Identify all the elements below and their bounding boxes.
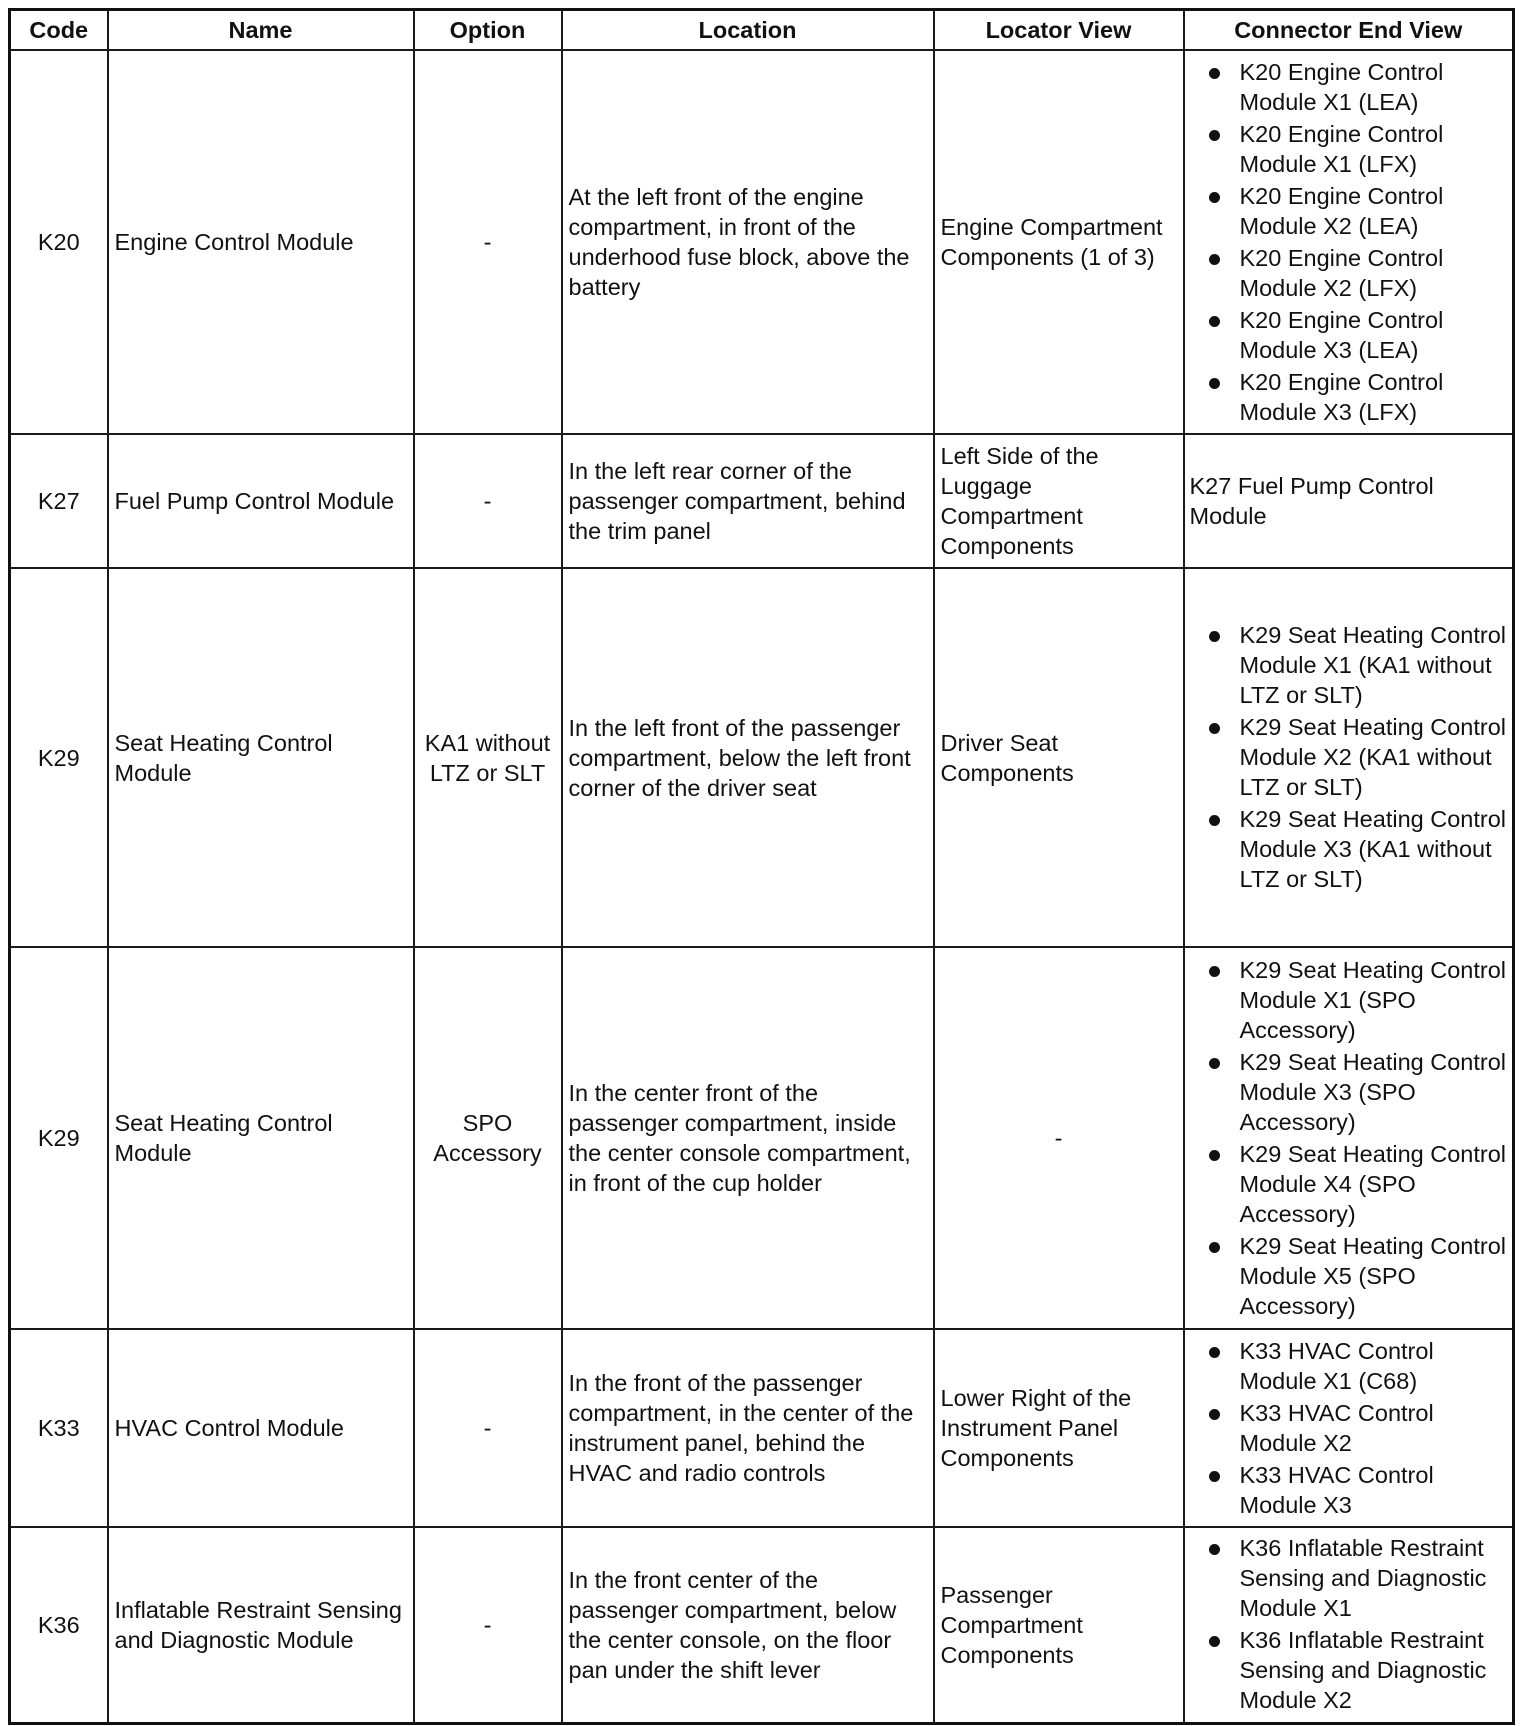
code-cell: K36 bbox=[10, 1527, 108, 1723]
name-cell: Inflatable Restraint Sensing and Diagnostic Module bbox=[108, 1527, 414, 1723]
table-row-k20 bbox=[10, 50, 1514, 434]
name-cell: Seat Heating Control Module bbox=[108, 947, 414, 1329]
connector-link[interactable]: K29 Seat Heating Control Module X3 (KA1 without LTZ or SLT) bbox=[1190, 804, 1509, 894]
header-connector-end-view: Connector End View bbox=[1184, 10, 1514, 51]
connector-link[interactable]: K29 Seat Heating Control Module X1 (SPO Accessory) bbox=[1190, 955, 1509, 1045]
locator-view-link[interactable]: Left Side of the Luggage Compartment Components bbox=[934, 434, 1184, 568]
connector-link[interactable]: K20 Engine Control Module X3 (LFX) bbox=[1190, 367, 1509, 427]
header-locator-view: Locator View bbox=[934, 10, 1184, 51]
component-locator-table bbox=[8, 8, 1515, 1725]
connector-link[interactable]: K36 Inflatable Restraint Sensing and Diagnostic Module X2 bbox=[1190, 1625, 1509, 1715]
header-name: Name bbox=[108, 10, 414, 51]
connector-cell bbox=[1184, 1527, 1514, 1723]
component-locator-sheet bbox=[8, 8, 1512, 1725]
connector-link[interactable]: K29 Seat Heating Control Module X4 (SPO Accessory) bbox=[1190, 1139, 1509, 1229]
table-row-k33 bbox=[10, 1329, 1514, 1527]
option-cell: KA1 without LTZ or SLT bbox=[414, 568, 562, 947]
connector-link[interactable]: K33 HVAC Control Module X2 bbox=[1190, 1398, 1509, 1458]
connector-link[interactable]: K29 Seat Heating Control Module X5 (SPO Accessory) bbox=[1190, 1231, 1509, 1321]
connector-link[interactable]: K29 Seat Heating Control Module X2 (KA1 without LTZ or SLT) bbox=[1190, 712, 1509, 802]
connector-link[interactable]: K20 Engine Control Module X3 (LEA) bbox=[1190, 305, 1509, 365]
connector-link[interactable]: K29 Seat Heating Control Module X1 (KA1 without LTZ or SLT) bbox=[1190, 620, 1509, 710]
connector-list bbox=[1190, 57, 1509, 427]
location-cell: In the center front of the passenger compartment, inside the center console compartment, in front of the cup holder bbox=[562, 947, 934, 1329]
option-cell: - bbox=[414, 1527, 562, 1723]
connector-link[interactable]: K33 HVAC Control Module X1 (C68) bbox=[1190, 1336, 1509, 1396]
connector-list bbox=[1190, 620, 1509, 894]
connector-cell bbox=[1184, 568, 1514, 947]
locator-view-link[interactable]: Passenger Compartment Components bbox=[934, 1527, 1184, 1723]
connector-link[interactable]: K20 Engine Control Module X2 (LFX) bbox=[1190, 243, 1509, 303]
header-option: Option bbox=[414, 10, 562, 51]
option-cell: - bbox=[414, 434, 562, 568]
name-cell: Fuel Pump Control Module bbox=[108, 434, 414, 568]
location-cell: At the left front of the engine compartment, in front of the underhood fuse block, above the battery bbox=[562, 50, 934, 434]
table-row-k36 bbox=[10, 1527, 1514, 1723]
option-cell: - bbox=[414, 50, 562, 434]
connector-cell bbox=[1184, 50, 1514, 434]
option-cell: - bbox=[414, 1329, 562, 1527]
connector-list bbox=[1190, 955, 1509, 1321]
code-cell: K29 bbox=[10, 568, 108, 947]
connector-list bbox=[1190, 1336, 1509, 1520]
header-row bbox=[10, 10, 1514, 51]
location-cell: In the left rear corner of the passenger compartment, behind the trim panel bbox=[562, 434, 934, 568]
locator-view-link[interactable]: Driver Seat Components bbox=[934, 568, 1184, 947]
option-cell: SPO Accessory bbox=[414, 947, 562, 1329]
connector-cell bbox=[1184, 1329, 1514, 1527]
location-cell: In the front center of the passenger compartment, below the center console, on the floor pan under the shift lever bbox=[562, 1527, 934, 1723]
table-row-k29-spo bbox=[10, 947, 1514, 1329]
locator-view-link[interactable]: Engine Compartment Components (1 of 3) bbox=[934, 50, 1184, 434]
connector-cell bbox=[1184, 947, 1514, 1329]
code-cell: K27 bbox=[10, 434, 108, 568]
locator-view-cell: - bbox=[934, 947, 1184, 1329]
locator-view-link[interactable]: Lower Right of the Instrument Panel Components bbox=[934, 1329, 1184, 1527]
name-cell: Engine Control Module bbox=[108, 50, 414, 434]
connector-link[interactable]: K27 Fuel Pump Control Module bbox=[1184, 434, 1514, 568]
name-cell: HVAC Control Module bbox=[108, 1329, 414, 1527]
header-location: Location bbox=[562, 10, 934, 51]
header-code: Code bbox=[10, 10, 108, 51]
location-cell: In the front of the passenger compartment, in the center of the instrument panel, behind the HVAC and radio controls bbox=[562, 1329, 934, 1527]
location-cell: In the left front of the passenger compartment, below the left front corner of the driver seat bbox=[562, 568, 934, 947]
name-cell: Seat Heating Control Module bbox=[108, 568, 414, 947]
connector-link[interactable]: K20 Engine Control Module X1 (LEA) bbox=[1190, 57, 1509, 117]
connector-list bbox=[1190, 1533, 1509, 1715]
connector-link[interactable]: K20 Engine Control Module X1 (LFX) bbox=[1190, 119, 1509, 179]
connector-link[interactable]: K33 HVAC Control Module X3 bbox=[1190, 1460, 1509, 1520]
connector-link[interactable]: K29 Seat Heating Control Module X3 (SPO Accessory) bbox=[1190, 1047, 1509, 1137]
connector-link[interactable]: K36 Inflatable Restraint Sensing and Diagnostic Module X1 bbox=[1190, 1533, 1509, 1623]
table-row-k29-ka1 bbox=[10, 568, 1514, 947]
code-cell: K20 bbox=[10, 50, 108, 434]
connector-link[interactable]: K20 Engine Control Module X2 (LEA) bbox=[1190, 181, 1509, 241]
code-cell: K29 bbox=[10, 947, 108, 1329]
code-cell: K33 bbox=[10, 1329, 108, 1527]
table-row-k27 bbox=[10, 434, 1514, 568]
